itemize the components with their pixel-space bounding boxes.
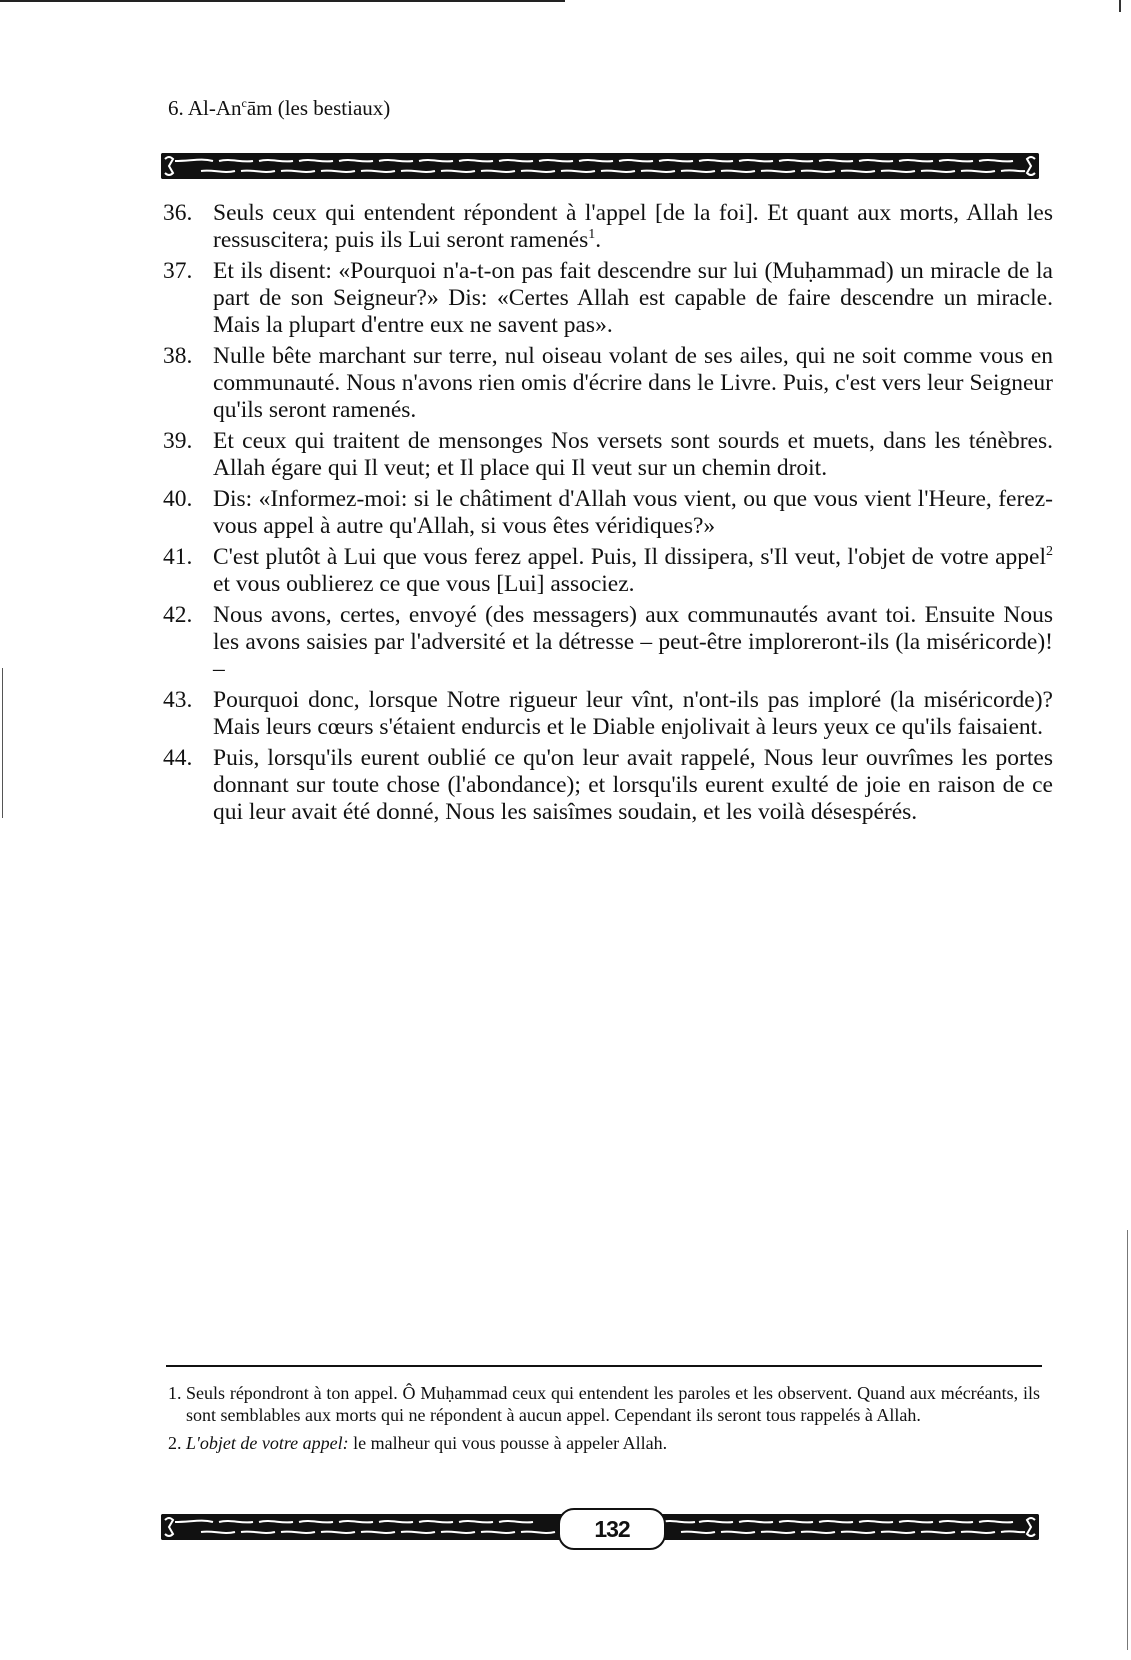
footnote-ref: 2 [1046, 544, 1053, 560]
ornament-pattern [161, 153, 1039, 179]
verse-text: Nous avons, certes, envoyé (des messagers) aux communautés avant toi. Ensuite Nous les avons saisies par l'adversité et la détresse – peut-être imploreront-ils (la miséricorde)! – [213, 602, 1053, 682]
running-head: 6. Al-An$^c$ām (les bestiaux) [168, 96, 391, 120]
verse-text: Puis, lorsqu'ils eurent oublié ce qu'on leur avait rappelé, Nous leur ouvrîmes les portes donnant sur toute chose (l'abondance); et lorsqu'ils eurent exulté de joie en raison de ce qui leur avait été donné, Nous les saisîmes soudain, et les voilà désespérés. [213, 745, 1053, 825]
footnote-text: L'objet de votre appel: le malheur qui vous pousse à appeler Allah. [186, 1433, 668, 1453]
verse-37 [163, 258, 1053, 339]
verse-text: Nulle bête marchant sur terre, nul oiseau volant de ses ailes, qui ne soit comme vous en communauté. Nous n'avons rien omis d'écrire dans le Livre. Puis, c'est vers leur Seigneur qu'ils seront ramenés. [213, 343, 1053, 423]
footnote-term: L'objet de votre appel: [186, 1433, 349, 1453]
verse-number: 39. [163, 428, 193, 454]
footnote-2 [168, 1432, 1040, 1454]
footnote-number: 1. [168, 1383, 182, 1403]
verse-number: 43. [163, 687, 193, 713]
page-number: 132 [558, 1508, 666, 1550]
footnote-list [168, 1382, 1040, 1460]
footnote-number: 2. [168, 1433, 182, 1453]
footnote-1 [168, 1382, 1040, 1426]
verse-text: Seuls ceux qui entendent répondent à l'appel [de la foi]. Et quant aux morts, Allah les ressuscitera; puis ils Lui seront ramenés$^1$. [213, 200, 1053, 253]
verse-text: Pourquoi donc, lorsque Notre rigueur leur vînt, n'ont-ils pas imploré (la miséricorde)? Mais leurs cœurs s'étaient endurcis et le Diable enjolivait à leurs yeux ce qu'ils faisaient. [213, 687, 1053, 740]
verse-text: Dis: «Informez-moi: si le châtiment d'Allah vous vient, ou que vous vient l'Heure, ferez-vous appel à autre qu'Allah, si vous êtes véridiques?» [213, 486, 1053, 539]
verse-43 [163, 687, 1053, 741]
verse-44 [163, 745, 1053, 826]
verse-42 [163, 602, 1053, 683]
scan-corner-mark [1119, 0, 1121, 12]
top-ornament-banner [161, 153, 1039, 179]
scan-left-edge [2, 668, 3, 818]
footnote-ref: 1 [588, 227, 596, 243]
verse-40 [163, 486, 1053, 540]
verse-36 [163, 200, 1053, 254]
verse-number: 40. [163, 486, 193, 512]
verse-text: C'est plutôt à Lui que vous ferez appel. Puis, Il dissipera, s'Il veut, l'objet de votre appel$^2$ et vous oublierez ce que vous [Lui] associez. [213, 544, 1053, 597]
verse-number: 37. [163, 258, 193, 284]
scan-right-edge [1127, 1230, 1128, 1650]
verse-number: 42. [163, 602, 193, 628]
footnote-separator [166, 1365, 1042, 1367]
verse-number: 41. [163, 544, 193, 570]
verse-text: Et ils disent: «Pourquoi n'a-t-on pas fait descendre sur lui (Muḥammad) un miracle de la part de son Seigneur?» Dis: «Certes Allah est capable de faire descendre un miracle. Mais la plupart d'entre eux ne savent pas». [213, 258, 1053, 338]
footnote-text: Seuls répondront à ton appel. Ô Muḥammad ceux qui entendent les paroles et les observent. Quand aux mécréants, ils sont semblables aux morts qui ne répondent à aucun appel. Cependant ils seront tous rappelés à Allah. [186, 1383, 1040, 1425]
verse-number: 38. [163, 343, 193, 369]
verse-list [163, 200, 1053, 830]
verse-38 [163, 343, 1053, 424]
verse-number: 44. [163, 745, 193, 771]
verse-text: Et ceux qui traitent de mensonges Nos versets sont sourds et muets, dans les ténèbres. Allah égare qui Il veut; et Il place qui Il veut sur un chemin droit. [213, 428, 1053, 481]
verse-39 [163, 428, 1053, 482]
verse-41 [163, 544, 1053, 598]
scan-top-rule [0, 0, 565, 2]
verse-number: 36. [163, 200, 193, 226]
